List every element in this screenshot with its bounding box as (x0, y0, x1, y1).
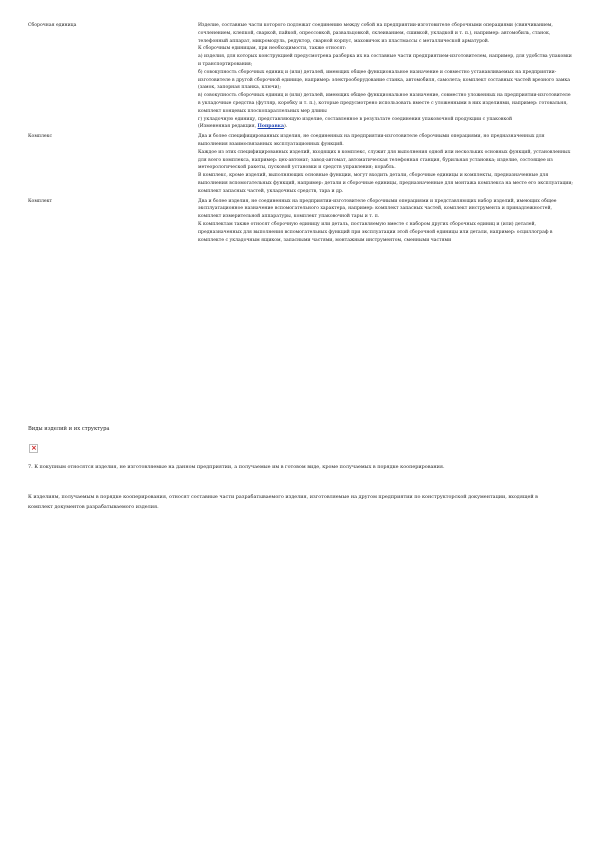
definition-paragraph: г) укладочную единицу, представляющую изделие, составленное в результате соединения упаковочной продукции с упаковкой (198, 116, 513, 122)
definition-row (28, 22, 573, 131)
amendment-prefix: (Измененная редакция, (198, 124, 258, 130)
broken-image-placeholder (29, 444, 38, 453)
definition-paragraph: Два и более специфицированных изделия, не соединенных на предприятии-изготовителе сборочными операциями, но предназначенных для выполнения взаимосвязанных эксплуатационных функций. (198, 134, 545, 147)
definition-body (198, 22, 573, 131)
term-cell: Сборочная единица (28, 23, 77, 28)
body-paragraph: 7. К покупным относятся изделия, не изготовляемые на данном предприятии, а получаемые им в готовом виде, кроме получаемых в порядке кооперирования. (28, 464, 445, 470)
definition-paragraph: К сборочным единицам, при необходимости, также относят: (198, 46, 347, 52)
body-paragraph: К изделиям, получаемым в порядке кооперирования, относят составные части разрабатываемого изделия, изготовляемые на другом предприятии по конструкторской документации, входящей в комплект документов разрабатываемого изделия. (28, 494, 538, 510)
term-cell: Комплект (28, 198, 53, 204)
definition-paragraph: б) совокупность сборочных единиц и (или) деталей, имеющих общее функциональное назначение и совместно устанавливаемых на предприятии-изготовителе в другой сборочной единице, например: электрооборудование станка, автомобиля, самолета; комплект составных частей врезного замка (замок, запорная планка, ключи); (198, 69, 571, 91)
term-cell: Комплекс (28, 134, 53, 140)
definition-paragraph: в) совокупность сборочных единиц и (или) деталей, имеющих общее функциональное назначение, совместно уложенных на предприятии-изготовителе в укладочные средства (футляр, коробку и т. п.), которые предусмотрено использовать вместе с уложенными в них изделиями, например: готовальня, комплект концевых плоскопараллельных мер длины (198, 93, 571, 114)
amendment-note (198, 123, 573, 131)
amendment-suffix: ). (283, 124, 288, 130)
definition-body (198, 196, 573, 245)
definition-paragraph: Два и более изделия, не соединенных на предприятии-изготовителе сборочными операциями и представляющих набор изделий, имеющих общее эксплуатационное назначение вспомогательного характера, например: комплект запасных частей, комплект инструмента и принадлежностей, комплект измерительной аппаратуры, комплект упаковочной тары и т. п. (198, 198, 557, 220)
definition-paragraph: а) изделия, для которых конструкцией предусмотрена разборка их на составные части предприятием-изготовителем, например, для удобства упаковки и транспортирования; (198, 54, 572, 67)
amendment-link[interactable]: Поправка (257, 124, 284, 130)
broken-image-icon: × (31, 444, 37, 452)
definitions-table (28, 22, 573, 244)
definition-paragraph: К комплектам также относят сборочную единицу или деталь, поставляемую вместе с набором других сборочных единиц и (или) деталей, предназначенных для выполнения вспомогательных функций при эксплуатации этой сборочной единицы или детали, например: осциллограф в комплекте с укладочным ящиком, запасными частями, монтажным инструментом, сменными частями (198, 221, 553, 243)
definition-paragraph: Каждое из этих специфицированных изделий, входящих в комплекс, служит для выполнения одной или нескольких основных функций, установленных для всего комплекса, например: цех-автомат; завод-автомат, автоматическая телефонная станция, бурильная установка; изделие, состоящее из метеорологической ракеты, пусковой установки и средств управления; корабль. (198, 149, 571, 171)
definition-row (28, 131, 573, 195)
section-title: Виды изделий и их структура (28, 426, 110, 432)
definition-paragraph: Изделие, составные части которого подлежат соединению между собой на предприятии-изготовителе сборочными операциями (свинчиванием, сочленением, клепкой, сваркой, пайкой, опрессовкой, развальцовкой, склеиванием, сшивкой, укладкой и т. п.), например: автомобиль, станок, телефонный аппарат, микромодуль, редуктор, сварной корпус, маховичок из пластмассы с металлической арматурой. (198, 23, 553, 44)
definition-paragraph: В комплекс, кроме изделий, выполняющих основные функции, могут входить детали, сборочные единицы и комплекты, предназначенные для выполнения вспомогательных функций, например: детали и сборочные единицы, предназначенные для монтажа комплекса на месте его эксплуатации; комплект запасных частей, укладочных средств, тара и др. (198, 173, 573, 194)
definition-row (28, 196, 573, 245)
definition-body (198, 131, 573, 195)
